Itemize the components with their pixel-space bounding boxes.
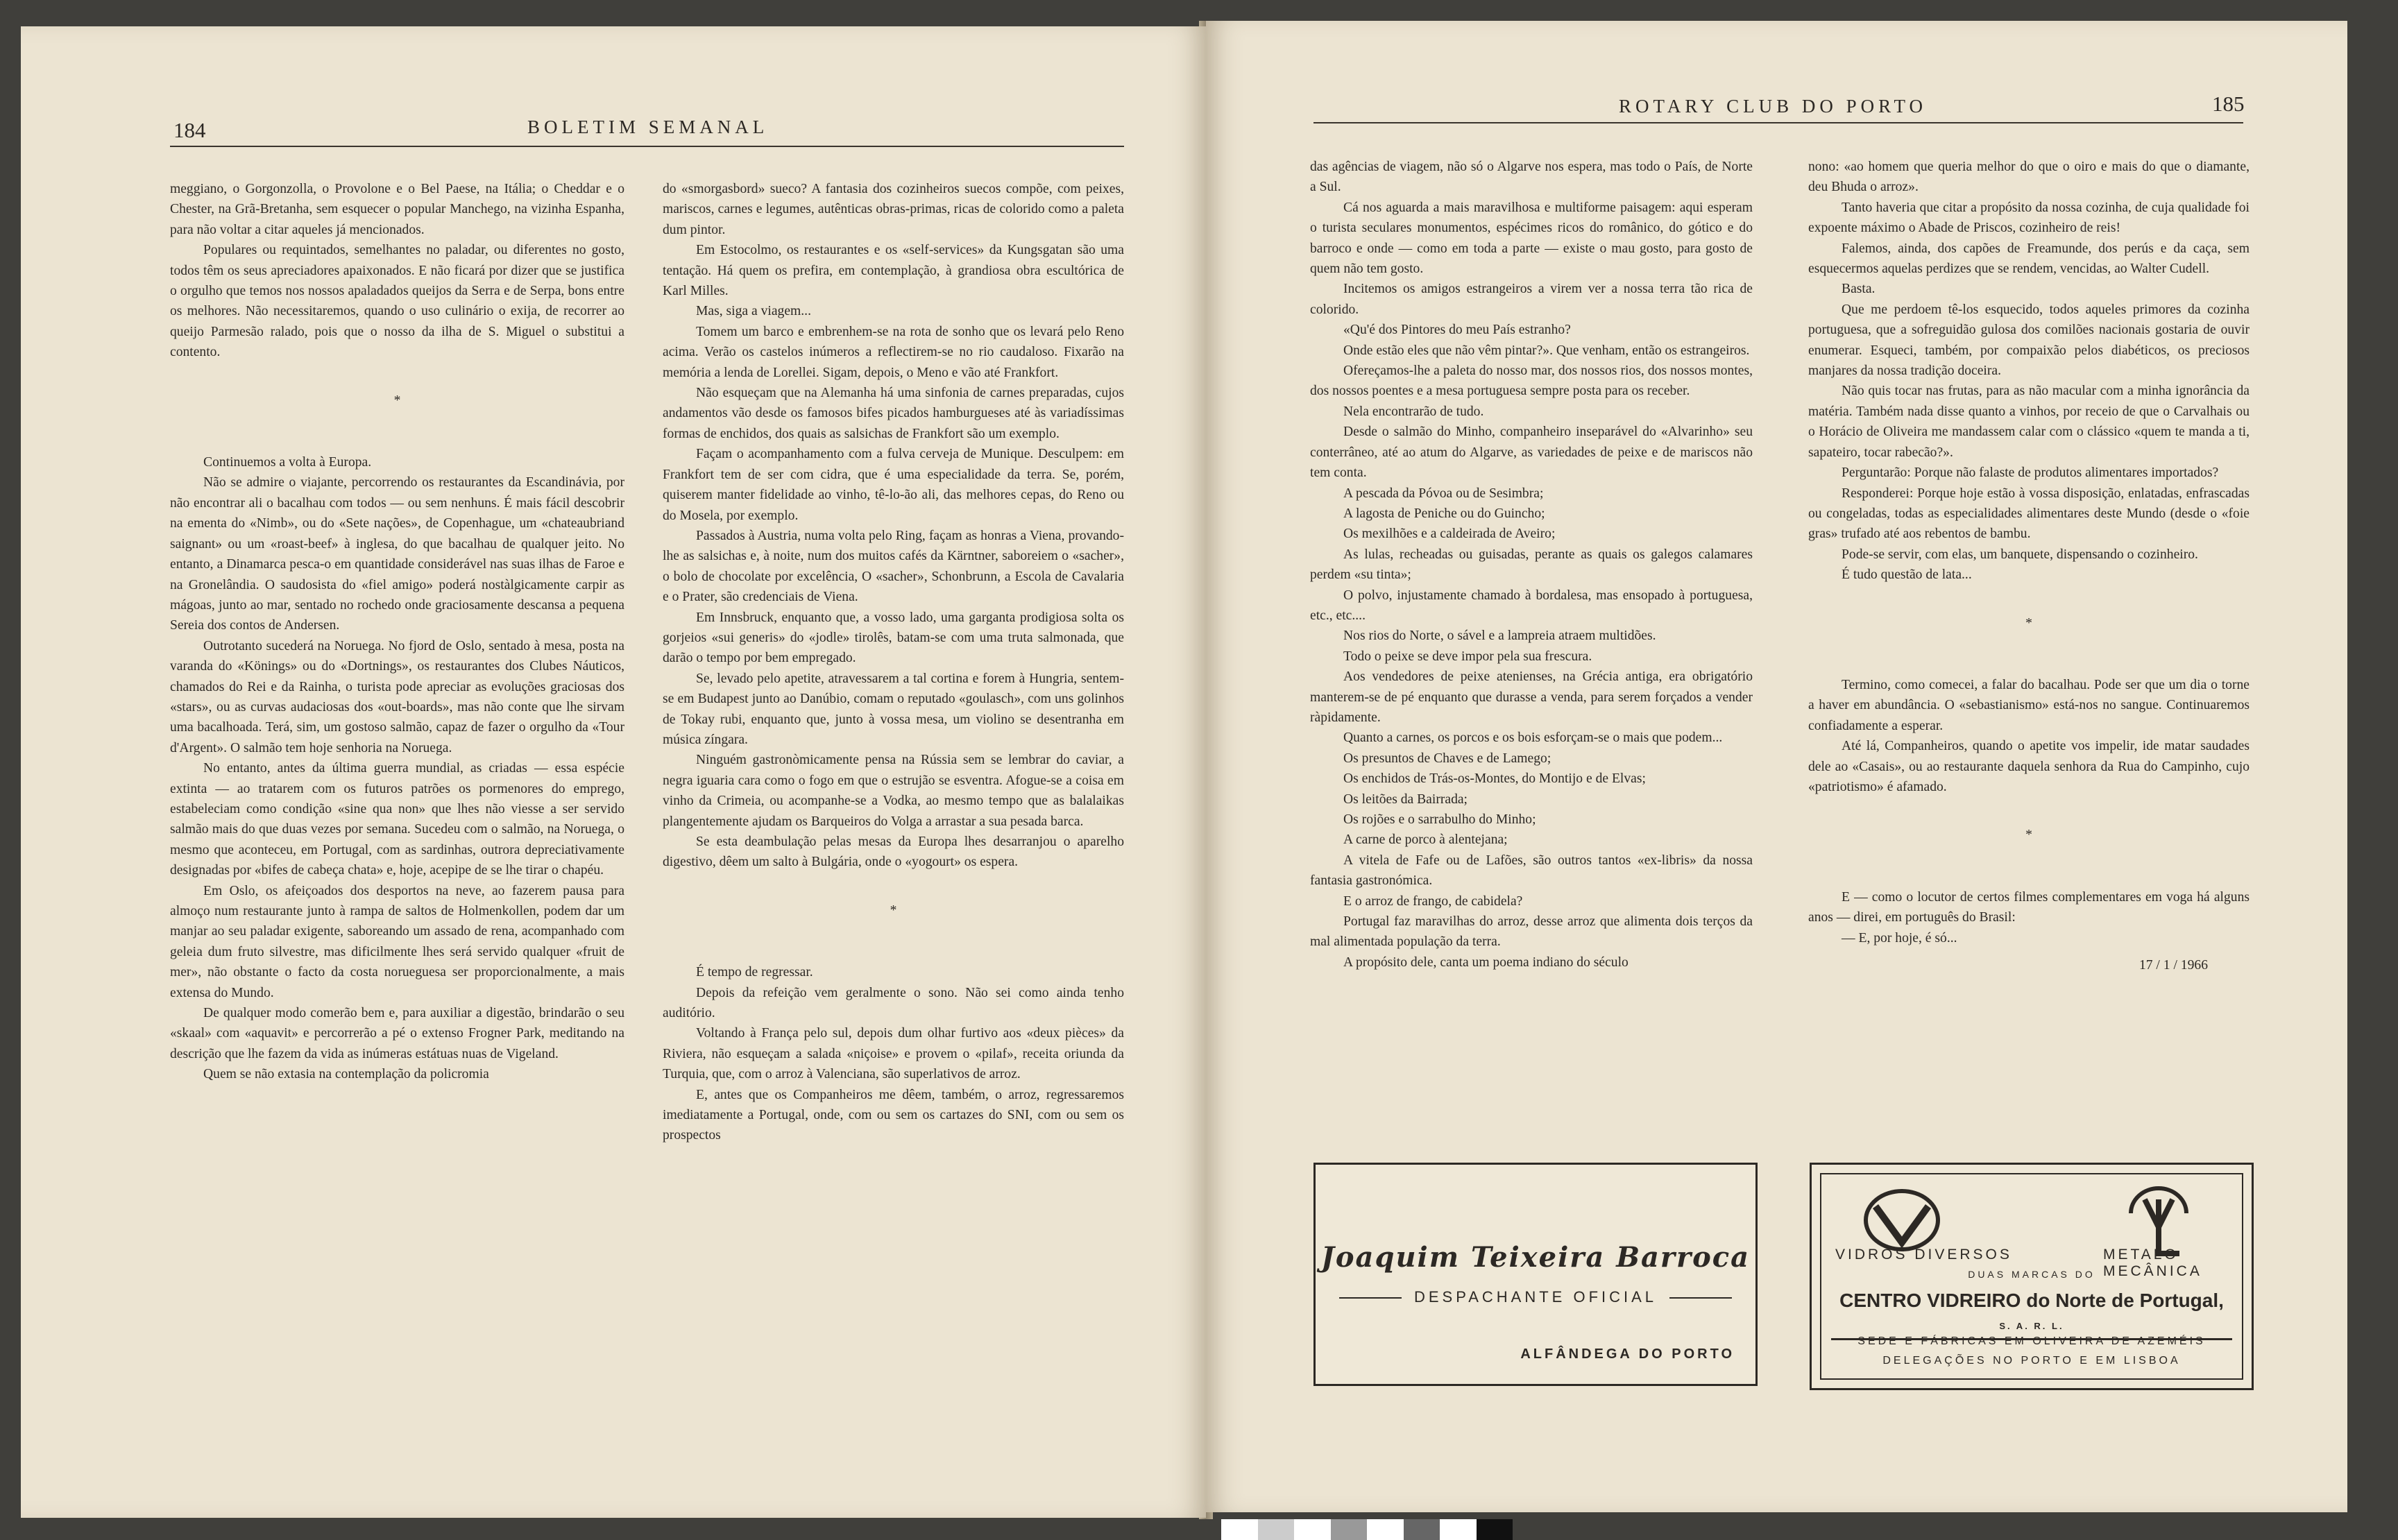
paragraph: Tanto haveria que citar a propósito da nossa cozinha, de cuja qualidade foi expoente máximo o Abade de Priscos, cozinheiro de reis! [1808, 200, 2250, 236]
section-separator: * [890, 902, 897, 918]
section-separator: * [393, 393, 401, 408]
paragraph: Responderei: Porque hoje estão à vossa disposição, enlatadas, enfrascadas ou congeladas, todas as especialidades alimentares deste Mundo (desde o «foie gras» trufado até aos rebentos de bambu. [1808, 486, 2250, 542]
paragraph: Quem se não extasia na contemplação da policromia [203, 1067, 489, 1082]
paragraph: Os rojões e o sarrabulho do Minho; [1343, 812, 1536, 827]
ad-centro-vidreiro [1810, 1163, 2254, 1390]
paragraph: A carne de porco à alentejana; [1343, 832, 1508, 848]
paragraph: A pescada da Póvoa ou de Sesimbra; [1343, 486, 1544, 501]
paragraph: Passados à Austria, numa volta pelo Ring, façam as honras a Viena, provando-lhe as salsichas e, à noite, num dos muitos cafés da Kärntner, saboreiem o «sacher», o bolo de chocolate por excelência, O «sacher», Schonbrunn, a Escola de Cavalaria e o Prater, são credenciais de Viena. [663, 528, 1124, 605]
paragraph: Não se admire o viajante, percorrendo os restaurantes da Escandinávia, por não encontrar ali o bacalhau com todos — ou sem nenhuns. É mais fácil descobrir na ementa do «Nimb», ou do «Sete nações», de Copenhague, um «chateaubriand saignant» ou um «roast-beef» à inglesa, do que bacalhau de qualquer jeito. No entanto, a Dinamarca pesca-o em quantidade considerável nas suas ilhas de Faroe e na Gronelândia. O saudosista do «fiel amigo» poderá nostàlgicamente carpir as mágoas, junto ao mar, sentado no rochedo onde graciosamente descansa a pequena Sereia dos contos de Andersen. [170, 475, 624, 633]
paragraph: Nela encontrarão de tudo. [1343, 404, 1484, 419]
paragraph: do «smorgasbord» sueco? A fantasia dos cozinheiros suecos compõe, com peixes, mariscos, carnes e legumes, autênticas obras-primas, ricas de colorido como a paleta dum pintor. [663, 182, 1124, 237]
paragraph: nono: «ao homem que queria melhor do que o oiro e mais do que o diamante, deu Bhuda o arroz». [1808, 160, 2250, 195]
paragraph: E — como o locutor de certos filmes complementares em voga há alguns anos — direi, em português do Brasil: [1808, 889, 2250, 925]
paragraph: Termino, como comecei, a falar do bacalhau. Pode ser que um dia o torne a haver em abundância. O «sebastianismo» está-nos no sangue. Continuaremos confiadamente a esperar. [1808, 677, 2250, 733]
paragraph: Ofereçamos-lhe a paleta do nosso mar, dos nossos rios, dos nossos montes, dos nossos poentes e a mesa portuguesa sempre posta para os receber. [1310, 363, 1753, 399]
paragraph: meggiano, o Gorgonzolla, o Provolone e o Bel Paese, na Itália; o Cheddar e o Chester, na Grã-Bretanha, sem esquecer o popular Manchego, na vizinha Espanha, para não voltar a citar aqueles já mencionados. [170, 182, 624, 237]
paragraph: Nos rios do Norte, o sável e a lampreia atraem multidões. [1343, 628, 1656, 644]
section-separator: * [2025, 828, 2032, 843]
running-header-right: ROTARY CLUB DO PORTO [1619, 96, 1928, 117]
paragraph: Desde o salmão do Minho, companheiro inseparável do «Alvarinho» seu conterrâneo, até ao atum do Algarve, as variedades de peixe e de mariscos não tem conta. [1310, 425, 1753, 481]
section-separator: * [2025, 615, 2032, 631]
paragraph: Em Innsbruck, enquanto que, a vosso lado, uma garganta prodigiosa solta os gorjeios «sui generis» do «jodle» tirolês, batam-se com uma truta salmonada, que darão o tempo por bem empregado. [663, 610, 1124, 666]
paragraph: Onde estão eles que não vêm pintar?». Que venham, então os estrangeiros. [1343, 343, 1750, 358]
header-rule-left [170, 146, 1124, 147]
ad-despachante-name: Joaquim Teixeira Barroca [1320, 1241, 1751, 1274]
paragraph: Outrotanto sucederá na Noruega. No fjord de Oslo, sentado à mesa, posta na varanda do «Könings» ou do «Dortnings», os restaurantes dos Clubes Náuticos, chamados do Rei e da Rainha, o turista pode apreciar as evoluções graciosas dos «stars», ou as curvas audaciosas dos «out-boards», mas não conte que lhe sirvam uma bacalhoada. Terá, sim, um gostoso salmão, capaz de fazer o orgulho da «Tour d'Argent». O salmão tem hoje senhoria na Noruega. [170, 638, 624, 755]
paragraph: — E, por hoje, é só... [1842, 930, 1957, 946]
ad-duas-marcas: DUAS MARCAS DO [1968, 1269, 2095, 1280]
paragraph: As lulas, recheadas ou guisadas, perante as quais os galegos calamares perdem «su tinta»; [1310, 547, 1753, 583]
ad-despachante [1313, 1163, 1758, 1386]
paragraph: Falemos, ainda, dos capões de Freamunde, dos perús e da caça, sem esquecermos aquelas perdizes que se rendem, vencidas, ao Walter Cudell. [1808, 241, 2250, 277]
paragraph: Os leitões da Bairrada; [1343, 792, 1468, 807]
right-column-1 [1310, 157, 1753, 973]
paragraph: Quanto a carnes, os porcos e os bois esforçam-se o mais que podem... [1343, 730, 1723, 746]
paragraph: Se, levado pelo apetite, atravessarem a tal cortina e forem à Hungria, sentem-se em Budapest junto ao Danúbio, comam o reputado «goulasch», com uns golinhos de Tokay rubi, enquanto que, junto à vossa mesa, um violino se desentranha em música zíngara. [663, 671, 1124, 747]
paragraph: Portugal faz maravilhas do arroz, desse arroz que alimenta dois terços da mal alimentada população da terra. [1310, 914, 1753, 950]
paragraph: Depois da refeição vem geralmente o sono. Não sei como ainda tenho auditório. [663, 985, 1124, 1021]
paragraph: Aos vendedores de peixe atenienses, na Grécia antiga, era obrigatório manterem-se de pé enquanto que durasse a venda, para serem forçados a vender ràpidamente. [1310, 669, 1753, 725]
paragraph: De qualquer modo comerão bem e, para auxiliar a digestão, brindarão o seu «skaal» com «aquavit» e percorrerão a pé o extenso Frogner Park, meditando na descrição que lhe fazem da vida as inúmeras estátuas nuas de Vigeland. [170, 1006, 624, 1061]
paragraph: Que me perdoem tê-los esquecido, todos aqueles primores da cozinha portuguesa, que a sofreguidão gulosa dos comilões nacionais gostaria de ouvir enumerar. Esqueci, também, por compaixão pelos diabéticos, os preciosos manjares da nossa tradição doceira. [1808, 302, 2250, 379]
paragraph: Tomem um barco e embrenhem-se na rota de sonho que os levará pelo Reno acima. Verão os castelos inúmeros a reflectirem-se no rio caudaloso. Fixarão na memória a lenda de Lorellei. Sigam, depois, o Meno e vão até Frankfort. [663, 324, 1124, 380]
page-number-left: 184 [173, 118, 206, 142]
paragraph: Incitemos os amigos estrangeiros a virem ver a nossa terra tão rica de colorido. [1310, 282, 1753, 317]
paragraph: Façam o acompanhamento com a fulva cerveja de Munique. Desculpem: em Frankfort tem de ser com cidra, que é uma especialidade da terra. Se, porém, quiserem manter fidelidade ao vinho, tê-lo-ão ali, das melhores cepas, do Reno ou do Mosela, por exemplo. [663, 447, 1124, 523]
paragraph: Perguntarão: Porque não falaste de produtos alimentares importados? [1842, 465, 2219, 481]
paragraph: Cá nos aguarda a mais maravilhosa e multiforme paisagem: aqui esperam o turista seculares monumentos, espécimes ricos do românico, do gótico e do barroco e onde — como em toda a parte — existe o mau gosto, para gosto de quem não tem gosto. [1310, 200, 1753, 277]
paragraph: Mas, siga a viagem... [696, 304, 811, 319]
ad-right-brand: METALO MECÂNICA [2103, 1247, 2202, 1279]
paragraph: Todo o peixe se deve impor pela sua frescura. [1343, 649, 1592, 664]
paragraph: Voltando à França pelo sul, depois dum olhar furtivo aos «deux pièces» da Riviera, não esqueçam a salada «niçoise» e provem o «pilaf», receita oriunda da Turquia, que, com o arroz à Valenciana, são superlativos de arroz. [663, 1026, 1124, 1082]
paragraph: Não quis tocar nas frutas, para as não macular com a minha ignorância da matéria. Também nada disse quanto a vinhos, por receio de que o Carvalhais ou o Horácio de Oliveira me mandassem calar com o clássico «quem te manda a ti, sapateiro, tocar rabecão?». [1808, 384, 2250, 460]
page-number-right: 185 [2212, 92, 2245, 116]
paragraph: Pode-se servir, com elas, um banquete, dispensando o cozinheiro. [1842, 547, 2198, 562]
paragraph: E o arroz de frango, de cabidela? [1343, 893, 1523, 909]
paragraph: É tudo questão de lata... [1842, 567, 1972, 583]
ad-despachante-location: ALFÂNDEGA DO PORTO [1520, 1346, 1735, 1362]
paragraph: Ninguém gastronòmicamente pensa na Rússia sem se lembrar do caviar, a negra iguaria cara como o fogo em que o estrujão se esventra. Afogue-se a coisa em vinho da Crimeia, ou acompanhe-se a Vodka, ao mesmo tempo que as balalaikas plangentemente ajudam os Barqueiros do Volga a arrastar a sua pesada barca. [663, 753, 1124, 829]
ad-company-name: CENTRO VIDREIRO do Norte de Portugal, S. A. R. L. [1831, 1290, 2232, 1340]
color-scale-bar [1221, 1519, 1513, 1540]
paragraph: A lagosta de Peniche ou do Guincho; [1343, 506, 1545, 521]
paragraph: O polvo, injustamente chamado à bordalesa, mas ensopado à portuguesa, etc., etc.... [1310, 588, 1753, 623]
paragraph: Continuemos a volta à Europa. [203, 455, 372, 470]
paragraph: das agências de viagem, não só o Algarve nos espera, mas todo o País, de Norte a Sul. [1310, 160, 1753, 195]
left-column-1 [170, 179, 624, 1085]
paragraph: A propósito dele, canta um poema indiano do século [1343, 955, 1629, 970]
paragraph: Em Estocolmo, os restaurantes e os «self-services» da Kungsgatan são uma tentação. Há quem os prefira, em contemplação, à grandiosa obra escultórica de Karl Milles. [663, 243, 1124, 299]
header-rule-right [1313, 122, 2243, 123]
paragraph: E, antes que os Companheiros me dêem, também, o arroz, regressaremos imediatamente a Portugal, onde, com ou sem os cartazes do SNI, com ou sem os prospectos [663, 1087, 1124, 1143]
paragraph: Populares ou requintados, semelhantes no paladar, ou diferentes no gosto, todos têm os seus apreciadores apaixonados. E não ficará por dizer que se justifica o orgulho que temos nos nossos apaladados queijos da Serra e de Serpa, bons entre os melhores. Não necessitaremos, quando o uso culinário o exija, de recorrer ao queijo Parmesão ralado, pois que o nosso da ilha de S. Miguel o substitui a contento. [170, 243, 624, 360]
paragraph: Em Oslo, os afeiçoados dos desportos na neve, ao fazerem pausa para almoço num restaurante junto à rampa de saltos de Holmenkollen, podem dar um manjar ao seu paladar exigente, saboreando um assado de rena, acompanhado com geleia dum fruto silvestre, mas dificilmente lhes será servido qualquer «fruit de mer», não obstante o facto da costa norueguesa ser proporcionalmente, a mais extensa do Mundo. [170, 883, 624, 1000]
ad-left-brand: VIDROS DIVERSOS [1835, 1247, 2012, 1263]
paragraph: «Qu'é dos Pintores do meu País estranho? [1343, 323, 1571, 338]
right-column-2 [1808, 157, 2250, 975]
paragraph: 17 / 1 / 1966 [2138, 958, 2208, 973]
paragraph: Não esqueçam que na Alemanha há uma sinfonia de carnes preparadas, cujos andamentos vão desde os famosos bifes picados hamburgueses até às variadíssimas formas de enchidos, dos quais as salsichas de Frankfort são um exemplo. [663, 386, 1124, 441]
left-page [21, 26, 1206, 1518]
ad-despachante-title: DESPACHANTE OFICIAL [1316, 1288, 1755, 1306]
paragraph: Os enchidos de Trás-os-Montes, do Montijo e de Elvas; [1343, 771, 1646, 787]
paragraph: Se esta deambulação pelas mesas da Europa lhes desarranjou o aparelho digestivo, dêem um salto à Bulgária, onde o «yogourt» os espera. [663, 835, 1124, 870]
paragraph: No entanto, antes da última guerra mundial, as criadas — essa espécie extinta — ao tratarem com os futuros patrões os pormenores do emprego, estabeleciam como condição «sine qua non» que lhes não viesse a ser servido salmão mais do que duas vezes por semana. Sucedeu com o salmão, na Noruega, o mesmo que aconteceu, em Portugal, com as sardinhas, outrora depreciativamente designadas por «bifes de cabeça chata» e, hoje, acepipe de se lhe tirar o chapéu. [170, 761, 624, 878]
left-column-2 [663, 179, 1124, 1146]
right-page [1206, 21, 2347, 1512]
paragraph: Os presuntos de Chaves e de Lamego; [1343, 751, 1551, 766]
paragraph: A vitela de Fafe ou de Lafões, são outros tantos «ex-libris» da nossa fantasia gastronómica. [1310, 853, 1753, 889]
paragraph: É tempo de regressar. [696, 965, 813, 980]
paragraph: Basta. [1842, 282, 1876, 297]
paragraph: Até lá, Companheiros, quando o apetite vos impelir, ide matar saudades dele ao «Casais», ou ao restaurante daquela senhora da Rua do Campinho, cujo «patriotismo» é afamado. [1808, 739, 2250, 794]
paragraph: Os mexilhões e a caldeirada de Aveiro; [1343, 527, 1556, 542]
ad-footer-line-2: DELEGAÇÕES NO PORTO E EM LISBOA [1882, 1355, 2181, 1367]
running-header-left: BOLETIM SEMANAL [527, 117, 769, 137]
ad-footer-line-1: SEDE E FÁBRICAS EM OLIVEIRA DE AZEMÉIS [1857, 1335, 2206, 1347]
